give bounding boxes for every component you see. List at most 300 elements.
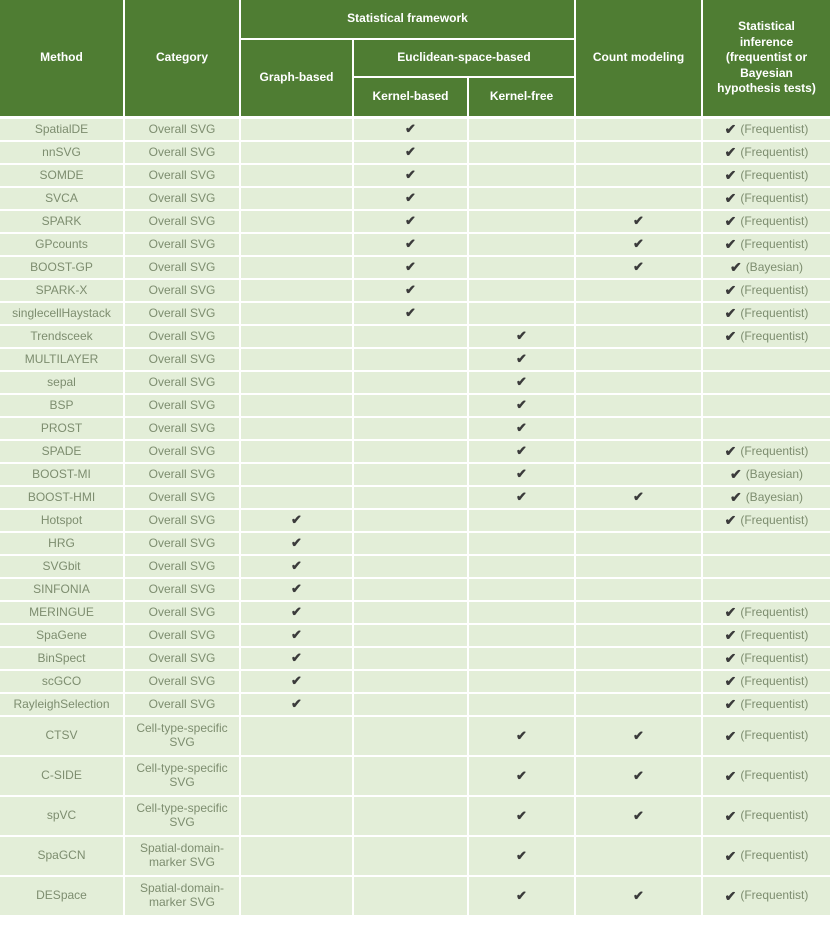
check-icon: ✔ xyxy=(724,650,737,667)
cell-statistical-inference xyxy=(703,487,830,508)
category-label: Overall SVG xyxy=(125,487,239,508)
cell-statistical-inference xyxy=(703,556,830,577)
cell-kernel-based xyxy=(354,418,467,439)
cell-kernel-based xyxy=(354,625,467,646)
cell-count-modeling xyxy=(576,797,701,835)
table-row xyxy=(0,303,830,324)
table-row xyxy=(0,556,830,577)
cell-count-modeling xyxy=(576,349,701,370)
cell-graph-based xyxy=(241,717,352,755)
check-icon: ✔ xyxy=(729,259,742,276)
header-category: Category xyxy=(125,0,239,116)
cell-statistical-inference xyxy=(703,349,830,370)
category-label: Overall SVG xyxy=(125,510,239,531)
check-icon: ✔ xyxy=(724,167,737,184)
cell-count-modeling xyxy=(576,441,701,462)
category-label: Overall SVG xyxy=(125,119,239,140)
cell-kernel-based xyxy=(354,464,467,485)
cell-count-modeling xyxy=(576,372,701,393)
inference-label: (Frequentist) xyxy=(740,888,809,903)
check-icon: ✔ xyxy=(724,847,737,864)
cell-count-modeling xyxy=(576,188,701,209)
check-icon: ✔ xyxy=(516,397,527,413)
cell-kernel-based xyxy=(354,533,467,554)
cell-kernel-free xyxy=(469,257,574,278)
cell-count-modeling xyxy=(576,487,701,508)
cell-count-modeling xyxy=(576,837,701,875)
cell-kernel-free xyxy=(469,533,574,554)
cell-statistical-inference xyxy=(703,372,830,393)
method-name: HRG xyxy=(0,533,123,554)
cell-kernel-free xyxy=(469,418,574,439)
check-icon: ✔ xyxy=(405,190,416,206)
cell-kernel-free xyxy=(469,579,574,600)
cell-kernel-free xyxy=(469,671,574,692)
header-method: Method xyxy=(0,0,123,116)
category-label: Overall SVG xyxy=(125,648,239,669)
cell-kernel-based xyxy=(354,188,467,209)
cell-kernel-based xyxy=(354,579,467,600)
category-label: Overall SVG xyxy=(125,556,239,577)
method-name: spVC xyxy=(0,797,123,835)
cell-graph-based xyxy=(241,694,352,715)
cell-graph-based xyxy=(241,211,352,232)
category-label: Overall SVG xyxy=(125,441,239,462)
category-label: Cell-type-specific SVG xyxy=(125,757,239,795)
check-icon: ✔ xyxy=(724,236,737,253)
cell-count-modeling xyxy=(576,717,701,755)
category-label: Overall SVG xyxy=(125,142,239,163)
cell-graph-based xyxy=(241,257,352,278)
method-name: nnSVG xyxy=(0,142,123,163)
check-icon: ✔ xyxy=(516,727,527,743)
cell-kernel-based xyxy=(354,556,467,577)
category-label: Overall SVG xyxy=(125,533,239,554)
table-row xyxy=(0,349,830,370)
check-icon: ✔ xyxy=(291,673,302,689)
method-name: BOOST-HMI xyxy=(0,487,123,508)
method-name: scGCO xyxy=(0,671,123,692)
table-row xyxy=(0,487,830,508)
cell-count-modeling xyxy=(576,142,701,163)
cell-kernel-based xyxy=(354,349,467,370)
category-label: Overall SVG xyxy=(125,349,239,370)
cell-kernel-based xyxy=(354,441,467,462)
cell-graph-based xyxy=(241,648,352,669)
cell-graph-based xyxy=(241,441,352,462)
inference-label: (Frequentist) xyxy=(740,213,809,228)
category-label: Overall SVG xyxy=(125,464,239,485)
cell-kernel-based xyxy=(354,119,467,140)
cell-count-modeling xyxy=(576,211,701,232)
inference-label: (Bayesian) xyxy=(745,466,804,481)
check-icon: ✔ xyxy=(405,121,416,137)
check-icon: ✔ xyxy=(405,282,416,298)
cell-statistical-inference xyxy=(703,441,830,462)
method-name: BinSpect xyxy=(0,648,123,669)
cell-kernel-based xyxy=(354,671,467,692)
check-icon: ✔ xyxy=(724,673,737,690)
category-label: Overall SVG xyxy=(125,257,239,278)
table-row xyxy=(0,579,830,600)
cell-graph-based xyxy=(241,602,352,623)
category-label: Overall SVG xyxy=(125,602,239,623)
check-icon: ✔ xyxy=(291,535,302,551)
check-icon: ✔ xyxy=(516,328,527,344)
cell-statistical-inference xyxy=(703,142,830,163)
cell-count-modeling xyxy=(576,395,701,416)
cell-kernel-based xyxy=(354,326,467,347)
cell-graph-based xyxy=(241,234,352,255)
cell-count-modeling xyxy=(576,418,701,439)
method-name: Trendsceek xyxy=(0,326,123,347)
header-kernel-based: Kernel-based xyxy=(354,78,467,116)
cell-statistical-inference xyxy=(703,257,830,278)
table-row xyxy=(0,625,830,646)
cell-graph-based xyxy=(241,464,352,485)
cell-kernel-free xyxy=(469,280,574,301)
table-row xyxy=(0,441,830,462)
check-icon: ✔ xyxy=(724,190,737,207)
cell-count-modeling xyxy=(576,165,701,186)
cell-statistical-inference xyxy=(703,303,830,324)
check-icon: ✔ xyxy=(633,807,644,823)
cell-kernel-free xyxy=(469,837,574,875)
table-row xyxy=(0,280,830,301)
method-name: SpatialDE xyxy=(0,119,123,140)
check-icon: ✔ xyxy=(405,213,416,229)
table-row xyxy=(0,395,830,416)
cell-graph-based xyxy=(241,165,352,186)
cell-kernel-free xyxy=(469,165,574,186)
check-icon: ✔ xyxy=(405,144,416,160)
method-name: RayleighSelection xyxy=(0,694,123,715)
cell-kernel-based xyxy=(354,797,467,835)
inference-label: (Frequentist) xyxy=(740,768,809,783)
header-statistical-framework: Statistical framework xyxy=(241,0,574,38)
cell-kernel-free xyxy=(469,395,574,416)
cell-statistical-inference xyxy=(703,717,830,755)
cell-graph-based xyxy=(241,303,352,324)
cell-statistical-inference xyxy=(703,418,830,439)
table-row xyxy=(0,510,830,531)
method-name: CTSV xyxy=(0,717,123,755)
table-row xyxy=(0,648,830,669)
category-label: Overall SVG xyxy=(125,625,239,646)
cell-kernel-based xyxy=(354,303,467,324)
cell-count-modeling xyxy=(576,510,701,531)
method-name: SOMDE xyxy=(0,165,123,186)
cell-kernel-free xyxy=(469,797,574,835)
table-row xyxy=(0,142,830,163)
cell-statistical-inference xyxy=(703,510,830,531)
method-name: singlecellHaystack xyxy=(0,303,123,324)
inference-label: (Frequentist) xyxy=(740,282,809,297)
check-icon: ✔ xyxy=(291,627,302,643)
check-icon: ✔ xyxy=(633,489,644,505)
cell-kernel-based xyxy=(354,510,467,531)
check-icon: ✔ xyxy=(291,558,302,574)
check-icon: ✔ xyxy=(724,121,737,138)
cell-graph-based xyxy=(241,188,352,209)
cell-statistical-inference xyxy=(703,602,830,623)
cell-kernel-based xyxy=(354,648,467,669)
category-label: Overall SVG xyxy=(125,188,239,209)
cell-graph-based xyxy=(241,326,352,347)
table-row xyxy=(0,602,830,623)
cell-count-modeling xyxy=(576,234,701,255)
cell-kernel-based xyxy=(354,717,467,755)
cell-count-modeling xyxy=(576,464,701,485)
cell-kernel-based xyxy=(354,757,467,795)
inference-label: (Frequentist) xyxy=(740,627,809,642)
cell-kernel-based xyxy=(354,142,467,163)
cell-graph-based xyxy=(241,797,352,835)
check-icon: ✔ xyxy=(516,374,527,390)
check-icon: ✔ xyxy=(724,282,737,299)
check-icon: ✔ xyxy=(724,727,737,744)
cell-statistical-inference xyxy=(703,464,830,485)
method-name: DESpace xyxy=(0,877,123,915)
check-icon: ✔ xyxy=(724,807,737,824)
category-label: Overall SVG xyxy=(125,165,239,186)
inference-label: (Frequentist) xyxy=(740,167,809,182)
category-label: Spatial-domain-marker SVG xyxy=(125,877,239,915)
cell-kernel-free xyxy=(469,648,574,669)
inference-label: (Frequentist) xyxy=(740,305,809,320)
table-row xyxy=(0,372,830,393)
inference-label: (Frequentist) xyxy=(740,443,809,458)
check-icon: ✔ xyxy=(724,144,737,161)
table-row xyxy=(0,797,830,835)
cell-kernel-free xyxy=(469,234,574,255)
method-name: SVGbit xyxy=(0,556,123,577)
inference-label: (Frequentist) xyxy=(740,696,809,711)
table-row xyxy=(0,671,830,692)
category-label: Cell-type-specific SVG xyxy=(125,717,239,755)
check-icon: ✔ xyxy=(405,167,416,183)
category-label: Overall SVG xyxy=(125,303,239,324)
method-name: BOOST-MI xyxy=(0,464,123,485)
method-name: GPcounts xyxy=(0,234,123,255)
cell-statistical-inference xyxy=(703,280,830,301)
inference-label: (Frequentist) xyxy=(740,236,809,251)
header-statistical-inference: Statistical inference (frequentist or Bayesian hypothesis tests) xyxy=(703,0,830,116)
header-count-modeling: Count modeling xyxy=(576,0,701,116)
check-icon: ✔ xyxy=(516,767,527,783)
check-icon: ✔ xyxy=(724,213,737,230)
cell-kernel-based xyxy=(354,694,467,715)
method-name: SpaGCN xyxy=(0,837,123,875)
cell-statistical-inference xyxy=(703,533,830,554)
inference-label: (Bayesian) xyxy=(745,259,804,274)
table-header xyxy=(0,0,830,116)
category-label: Overall SVG xyxy=(125,211,239,232)
cell-graph-based xyxy=(241,372,352,393)
cell-count-modeling xyxy=(576,303,701,324)
method-name: SPADE xyxy=(0,441,123,462)
inference-label: (Frequentist) xyxy=(740,121,809,136)
inference-label: (Frequentist) xyxy=(740,650,809,665)
check-icon: ✔ xyxy=(724,604,737,621)
cell-count-modeling xyxy=(576,877,701,915)
cell-kernel-free xyxy=(469,487,574,508)
inference-label: (Frequentist) xyxy=(740,728,809,743)
cell-kernel-based xyxy=(354,257,467,278)
cell-kernel-based xyxy=(354,234,467,255)
check-icon: ✔ xyxy=(405,305,416,321)
table-row xyxy=(0,211,830,232)
cell-statistical-inference xyxy=(703,119,830,140)
check-icon: ✔ xyxy=(633,213,644,229)
cell-statistical-inference xyxy=(703,694,830,715)
cell-kernel-free xyxy=(469,694,574,715)
method-name: Hotspot xyxy=(0,510,123,531)
cell-kernel-free xyxy=(469,757,574,795)
cell-count-modeling xyxy=(576,648,701,669)
category-label: Overall SVG xyxy=(125,372,239,393)
table-row xyxy=(0,464,830,485)
cell-kernel-based xyxy=(354,165,467,186)
cell-graph-based xyxy=(241,349,352,370)
table-row xyxy=(0,694,830,715)
category-label: Overall SVG xyxy=(125,694,239,715)
table-row xyxy=(0,533,830,554)
cell-statistical-inference xyxy=(703,671,830,692)
cell-graph-based xyxy=(241,487,352,508)
check-icon: ✔ xyxy=(516,847,527,863)
cell-statistical-inference xyxy=(703,211,830,232)
table-row xyxy=(0,257,830,278)
cell-kernel-free xyxy=(469,464,574,485)
cell-kernel-based xyxy=(354,837,467,875)
cell-kernel-free xyxy=(469,349,574,370)
header-euclidean-space-based: Euclidean-space-based xyxy=(354,40,574,76)
check-icon: ✔ xyxy=(516,887,527,903)
cell-graph-based xyxy=(241,418,352,439)
method-name: sepal xyxy=(0,372,123,393)
header-kernel-free: Kernel-free xyxy=(469,78,574,116)
cell-count-modeling xyxy=(576,556,701,577)
check-icon: ✔ xyxy=(516,443,527,459)
cell-kernel-free xyxy=(469,188,574,209)
cell-graph-based xyxy=(241,142,352,163)
category-label: Overall SVG xyxy=(125,395,239,416)
cell-kernel-free xyxy=(469,441,574,462)
check-icon: ✔ xyxy=(291,604,302,620)
check-icon: ✔ xyxy=(633,887,644,903)
check-icon: ✔ xyxy=(724,767,737,784)
method-name: SpaGene xyxy=(0,625,123,646)
cell-count-modeling xyxy=(576,602,701,623)
cell-kernel-based xyxy=(354,602,467,623)
check-icon: ✔ xyxy=(516,807,527,823)
check-icon: ✔ xyxy=(724,696,737,713)
inference-label: (Frequentist) xyxy=(740,512,809,527)
cell-kernel-free xyxy=(469,510,574,531)
method-name: BSP xyxy=(0,395,123,416)
table-row xyxy=(0,188,830,209)
cell-count-modeling xyxy=(576,119,701,140)
check-icon: ✔ xyxy=(729,489,742,506)
cell-graph-based xyxy=(241,625,352,646)
cell-graph-based xyxy=(241,510,352,531)
table-row xyxy=(0,418,830,439)
cell-statistical-inference xyxy=(703,648,830,669)
cell-kernel-free xyxy=(469,211,574,232)
check-icon: ✔ xyxy=(633,236,644,252)
method-name: C-SIDE xyxy=(0,757,123,795)
table-row xyxy=(0,757,830,795)
cell-kernel-based xyxy=(354,487,467,508)
check-icon: ✔ xyxy=(516,351,527,367)
check-icon: ✔ xyxy=(724,305,737,322)
check-icon: ✔ xyxy=(633,259,644,275)
cell-graph-based xyxy=(241,533,352,554)
cell-kernel-based xyxy=(354,211,467,232)
inference-label: (Bayesian) xyxy=(745,489,804,504)
check-icon: ✔ xyxy=(633,727,644,743)
cell-graph-based xyxy=(241,579,352,600)
cell-kernel-free xyxy=(469,717,574,755)
cell-graph-based xyxy=(241,671,352,692)
inference-label: (Frequentist) xyxy=(740,190,809,205)
check-icon: ✔ xyxy=(405,236,416,252)
method-name: BOOST-GP xyxy=(0,257,123,278)
check-icon: ✔ xyxy=(724,443,737,460)
cell-count-modeling xyxy=(576,671,701,692)
category-label: Cell-type-specific SVG xyxy=(125,797,239,835)
cell-statistical-inference xyxy=(703,165,830,186)
cell-count-modeling xyxy=(576,579,701,600)
cell-graph-based xyxy=(241,395,352,416)
cell-count-modeling xyxy=(576,326,701,347)
table-row xyxy=(0,234,830,255)
check-icon: ✔ xyxy=(516,420,527,436)
cell-kernel-free xyxy=(469,877,574,915)
cell-kernel-free xyxy=(469,326,574,347)
cell-graph-based xyxy=(241,757,352,795)
check-icon: ✔ xyxy=(291,650,302,666)
cell-statistical-inference xyxy=(703,797,830,835)
inference-label: (Frequentist) xyxy=(740,848,809,863)
cell-kernel-free xyxy=(469,625,574,646)
cell-count-modeling xyxy=(576,757,701,795)
cell-statistical-inference xyxy=(703,757,830,795)
category-label: Overall SVG xyxy=(125,326,239,347)
cell-statistical-inference xyxy=(703,625,830,646)
method-name: MULTILAYER xyxy=(0,349,123,370)
cell-count-modeling xyxy=(576,280,701,301)
inference-label: (Frequentist) xyxy=(740,673,809,688)
cell-kernel-based xyxy=(354,395,467,416)
cell-graph-based xyxy=(241,280,352,301)
cell-kernel-free xyxy=(469,602,574,623)
cell-graph-based xyxy=(241,556,352,577)
cell-kernel-based xyxy=(354,877,467,915)
cell-kernel-based xyxy=(354,372,467,393)
table-body xyxy=(0,119,830,915)
inference-label: (Frequentist) xyxy=(740,604,809,619)
cell-graph-based xyxy=(241,837,352,875)
cell-kernel-free xyxy=(469,372,574,393)
table-row xyxy=(0,165,830,186)
cell-kernel-free xyxy=(469,303,574,324)
cell-kernel-free xyxy=(469,142,574,163)
header-graph-based: Graph-based xyxy=(241,40,352,116)
inference-label: (Frequentist) xyxy=(740,328,809,343)
check-icon: ✔ xyxy=(516,466,527,482)
